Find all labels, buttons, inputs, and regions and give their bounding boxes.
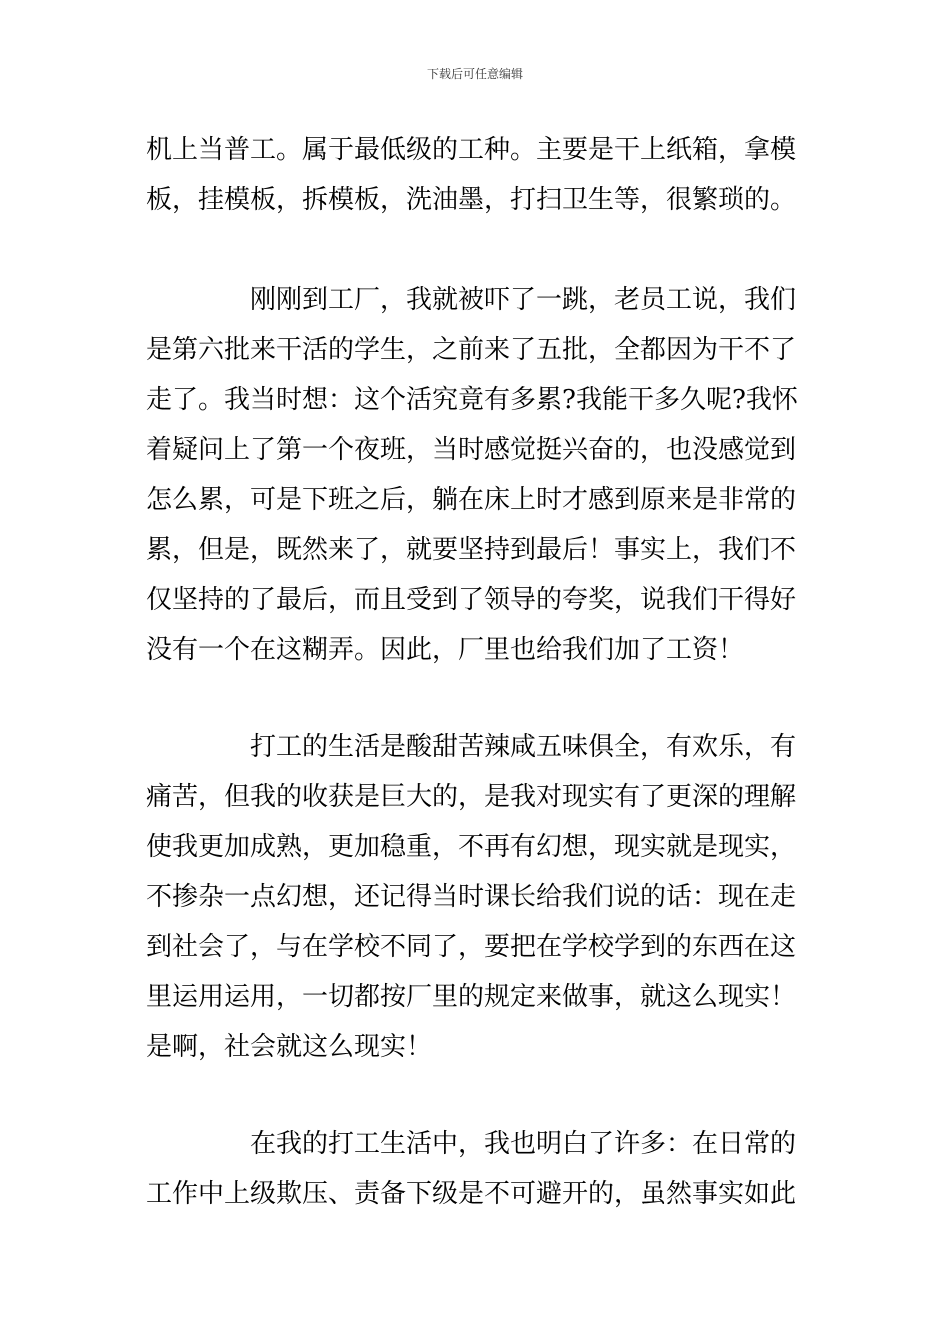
paragraph-4-line-1: 在我的打工生活中，我也明白了许多：在日常的 bbox=[250, 1129, 797, 1159]
paragraph-2-line-2: 是第六批来干活的学生，之前来了五批，全都因为干不了 bbox=[146, 335, 797, 365]
paragraph-2-line-5: 怎么累，可是下班之后，躺在床上时才感到原来是非常的 bbox=[146, 485, 797, 515]
paragraph-3-line-3: 使我更加成熟，更加稳重，不再有幻想，现实就是现实， bbox=[146, 832, 797, 862]
paragraph-3-line-1: 打工的生活是酸甜苦辣咸五味俱全，有欢乐，有 bbox=[250, 732, 797, 762]
paragraph-2-line-7: 仅坚持的了最后，而且受到了领导的夸奖，说我们干得好 bbox=[146, 585, 797, 615]
paragraph-2-line-3: 走了。我当时想：这个活究竟有多累?我能干多久呢?我怀 bbox=[146, 385, 798, 415]
paragraph-3-line-5: 到社会了，与在学校不同了，要把在学校学到的东西在这 bbox=[146, 932, 797, 962]
paragraph-2-line-4: 着疑问上了第一个夜班，当时感觉挺兴奋的，也没感觉到 bbox=[146, 435, 797, 465]
paragraph-3-line-4: 不掺杂一点幻想，还记得当时课长给我们说的话：现在走 bbox=[146, 882, 797, 912]
paragraph-2-line-6: 累，但是，既然来了，就要坚持到最后！事实上，我们不 bbox=[146, 535, 797, 565]
paragraph-4-line-2: 工作中上级欺压、责备下级是不可避开的，虽然事实如此 bbox=[146, 1179, 797, 1209]
paragraph-1-line-2: 板，挂模板，拆模板，洗油墨，打扫卫生等，很繁琐的。 bbox=[146, 185, 797, 215]
paragraph-1-line-1: 机上当普工。属于最低级的工种。主要是干上纸箱，拿模 bbox=[146, 135, 797, 165]
paragraph-3-line-2: 痛苦，但我的收获是巨大的，是我对现实有了更深的理解 bbox=[146, 782, 797, 812]
paragraph-2-line-8: 没有一个在这糊弄。因此，厂里也给我们加了工资！ bbox=[146, 635, 745, 665]
paragraph-3-line-7: 是啊，社会就这么现实！ bbox=[146, 1032, 433, 1062]
paragraph-2-line-1: 刚刚到工厂，我就被吓了一跳，老员工说，我们 bbox=[250, 285, 797, 315]
paragraph-3-line-6: 里运用运用，一切都按厂里的规定来做事，就这么现实！ bbox=[146, 982, 797, 1012]
page-header: 下载后可任意编辑 bbox=[426, 67, 523, 81]
